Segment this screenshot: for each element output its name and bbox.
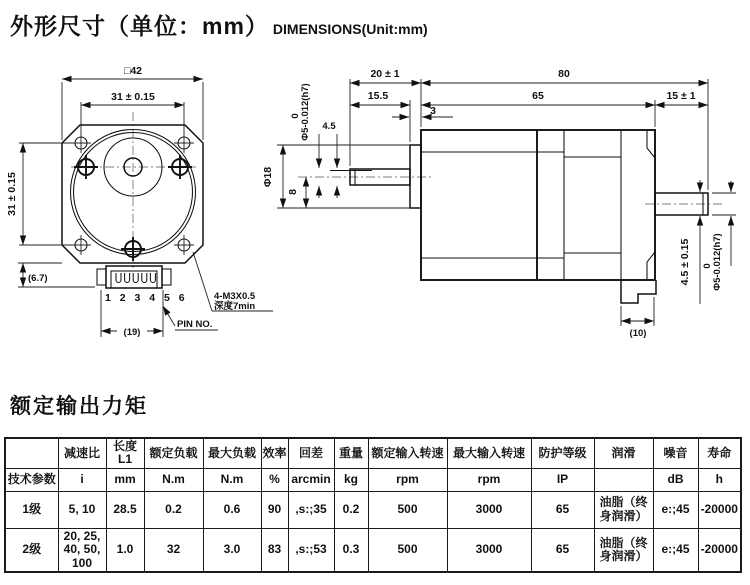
- header-row: [5, 438, 741, 468]
- column-unit: N.m: [203, 468, 261, 491]
- dim-65: 65: [532, 90, 544, 102]
- column-unit: kg: [334, 468, 368, 491]
- column-header: 额定负载: [144, 438, 203, 468]
- column-header: 噪音: [653, 438, 698, 468]
- cell: 0.2: [334, 491, 368, 528]
- dim-31-horizontal: 31 ± 0.15: [111, 91, 155, 103]
- column-unit: h: [698, 468, 741, 491]
- column-unit: rpm: [368, 468, 447, 491]
- cell: 90: [261, 491, 288, 528]
- output-shaft: [330, 145, 421, 208]
- connector-pin-slots: [116, 273, 155, 283]
- cell: 65: [531, 528, 594, 572]
- cell: 油脂（终身润滑）: [594, 491, 653, 528]
- screw-note-line1: 4-M3X0.5: [214, 291, 256, 302]
- svg-text:Φ5-0.012(h7): Φ5-0.012(h7): [712, 233, 723, 291]
- spec-table: [4, 437, 742, 573]
- cell: 0.2: [144, 491, 203, 528]
- dim-pilot-18: Φ18: [262, 166, 274, 188]
- column-header: 最大负载: [203, 438, 261, 468]
- dim-15-1: 15 ± 1: [666, 90, 696, 102]
- column-unit: %: [261, 468, 288, 491]
- cell: 3000: [447, 528, 531, 572]
- dim-rear-flat: 4.5 ± 0.15: [679, 238, 691, 286]
- cell: 65: [531, 491, 594, 528]
- cell: 500: [368, 528, 447, 572]
- cell: 3000: [447, 491, 531, 528]
- column-header: 最大输入转速: [447, 438, 531, 468]
- side-dim-lines: [277, 79, 736, 326]
- dim-6-7: (6.7): [28, 273, 48, 284]
- connector-front: [97, 266, 171, 288]
- side-centerlines: [298, 177, 722, 204]
- column-unit: mm: [106, 468, 144, 491]
- column-header: 回差: [288, 438, 334, 468]
- unit-row: [5, 468, 741, 491]
- connector-side: [621, 280, 656, 303]
- motor-body: [421, 130, 655, 280]
- column-header: 防护等级: [531, 438, 594, 468]
- row-label: 1级: [5, 491, 58, 528]
- corner-empty-cell: [5, 438, 58, 468]
- cell: 油脂（终身润滑）: [594, 528, 653, 572]
- dim-80: 80: [558, 68, 570, 80]
- cell: 3.0: [203, 528, 261, 572]
- table-title: 额定输出力矩: [10, 395, 148, 418]
- cell: 0.6: [203, 491, 261, 528]
- column-header: 减速比: [58, 438, 106, 468]
- table-row: [5, 528, 741, 572]
- cell: -20000: [698, 491, 741, 528]
- column-unit: dB: [653, 468, 698, 491]
- page-title-en: DIMENSIONS(Unit:mm): [272, 21, 428, 37]
- cell: 83: [261, 528, 288, 572]
- rear-shaft-tol-upper: 0: [702, 263, 713, 269]
- cell: e:;45: [653, 528, 698, 572]
- pin-numbers: 1 2 3 4 5 6: [105, 292, 188, 304]
- rear-shaft-dia-label: [702, 233, 723, 290]
- table-row: [5, 491, 741, 528]
- column-header: 寿命: [698, 438, 741, 468]
- column-unit: N.m: [144, 468, 203, 491]
- front-shaft-dia-label: [290, 83, 311, 140]
- dim-3: 3: [430, 105, 436, 117]
- pin-no-label: PIN NO.: [177, 319, 213, 330]
- dim-19: (19): [123, 327, 141, 338]
- column-header: 长度L1: [106, 438, 144, 468]
- column-unit: rpm: [447, 468, 531, 491]
- page-title-zh: 外形尺寸（单位：mm）: [10, 13, 269, 39]
- cell: 0.3: [334, 528, 368, 572]
- column-unit: i: [58, 468, 106, 491]
- cell: 5, 10: [58, 491, 106, 528]
- row-label: 2级: [5, 528, 58, 572]
- dim-15-5: 15.5: [367, 90, 389, 102]
- cell: 32: [144, 528, 203, 572]
- corner-label: 技术参数: [5, 468, 58, 491]
- cell: ,s:;53: [288, 528, 334, 572]
- cell: 500: [368, 491, 447, 528]
- cell: -20000: [698, 528, 741, 572]
- dim-20-1: 20 ± 1: [370, 68, 400, 80]
- dim-offset-8: 8: [287, 189, 299, 195]
- dim-square-42: □42: [123, 65, 143, 77]
- dim-31-vertical: 31 ± 0.15: [6, 172, 18, 216]
- side-view: [262, 68, 736, 339]
- cell: 1.0: [106, 528, 144, 572]
- column-unit: arcmin: [288, 468, 334, 491]
- column-header: 额定输入转速: [368, 438, 447, 468]
- screw-note-line2: 深度7min: [214, 301, 256, 312]
- column-header: 效率: [261, 438, 288, 468]
- cell: e:;45: [653, 491, 698, 528]
- front-shaft-tol-upper: 0: [290, 113, 301, 119]
- column-header: 润滑: [594, 438, 653, 468]
- dim-front-flat-4-5: 4.5: [322, 121, 336, 132]
- dim-10: (10): [629, 328, 647, 339]
- cell: 28.5: [106, 491, 144, 528]
- front-view: [6, 65, 273, 338]
- cell: 20, 25, 40, 50, 100: [58, 528, 106, 572]
- cell: ,s:;35: [288, 491, 334, 528]
- svg-text:Φ5-0.012(h7): Φ5-0.012(h7): [300, 83, 311, 141]
- column-unit: [594, 468, 653, 491]
- column-header: 重量: [334, 438, 368, 468]
- column-unit: IP: [531, 468, 594, 491]
